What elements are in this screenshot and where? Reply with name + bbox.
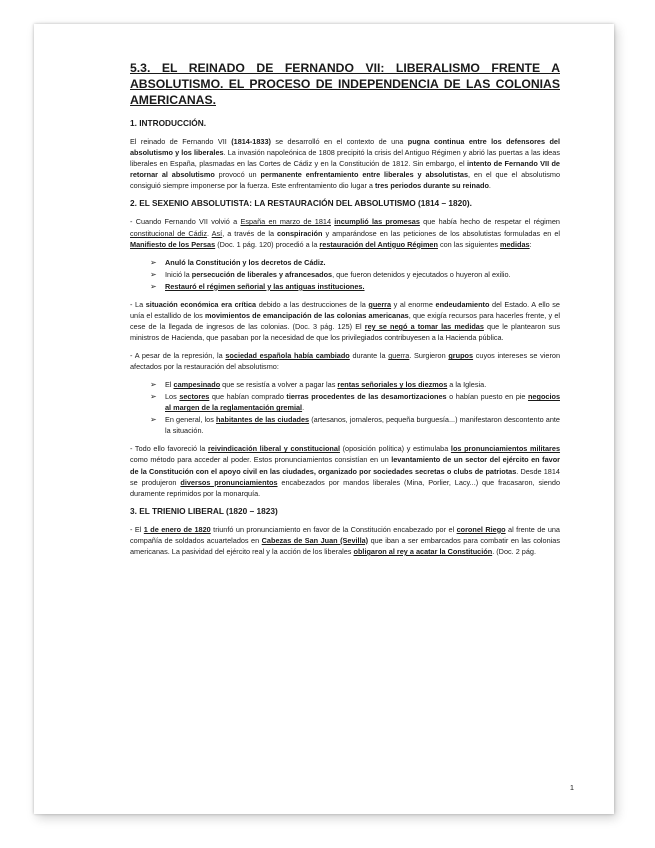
paragraph [130, 524, 560, 557]
paragraph [130, 299, 560, 343]
text-run: los pronunciamientos militares [450, 444, 561, 454]
text-run: durante la [349, 351, 389, 361]
text-run: 1 de enero de 1820 [143, 524, 211, 534]
text-run: Así [211, 228, 223, 238]
text-run: , en el que el absolutismo consiguió siempre imponerse por la fuerza. Este enfrentamiento dio lugar a [130, 170, 561, 191]
text-run: se desarrolló en el contexto de una [270, 137, 408, 146]
arrow-bullet-icon: ➢ [150, 392, 157, 402]
bullet-list [130, 379, 560, 436]
text-run: como método para acceder al poder. Estos pronunciamientos consistían en un [130, 455, 392, 465]
text-run: - Cuando Fernando VII volvió a [130, 217, 241, 227]
paragraph [130, 443, 560, 498]
text-run: negocios al margen de la reglamentación gremial [165, 392, 560, 413]
text-run: o habían puesto en pie [446, 392, 528, 402]
list-item [150, 414, 560, 436]
text-run: (oposición política) y estimulaba [339, 444, 451, 454]
paragraph [130, 350, 560, 372]
text-run: constitucional de Cádiz [130, 228, 208, 238]
text-run: . [207, 228, 212, 238]
page-number: 1 [569, 783, 574, 792]
text-run: intento de Fernando VII de retornar al absolutismo [130, 159, 560, 180]
text-run: sociedad española había cambiado [225, 351, 350, 361]
text-run: reivindicación liberal y constitucional [207, 444, 340, 454]
text-run: que iban a ser embarcados para combatir en las colonias americanas. La pasividad del ejército real y la acción de los liberales [130, 535, 560, 556]
text-run: - La [130, 299, 146, 309]
list-item [150, 281, 560, 292]
text-run: grupos [448, 351, 474, 361]
arrow-bullet-icon: ➢ [150, 269, 157, 279]
text-run: . [302, 403, 305, 413]
text-run: El [165, 380, 174, 390]
text-run: , que fueron detenidos y ejecutados o huyeron al exilio. [332, 269, 511, 279]
text-run: incumplió las promesas [334, 217, 420, 227]
text-run: endeudamiento [435, 299, 490, 309]
arrow-bullet-icon: ➢ [150, 415, 157, 425]
text-run: restauración del Antiguo Régimen [319, 239, 438, 249]
text-run: (Doc. 1 pág. 120) procedió a la [215, 239, 320, 249]
text-run: . [488, 181, 491, 191]
bullet-list [130, 257, 560, 292]
document-content [130, 60, 560, 564]
text-run: del Estado. A ello se unía el estallido de los [130, 299, 560, 320]
text-run: . La invasión napoleónica de 1808 precipitó la crisis del Antiguo Régimen y abrió las puertas a las ideas liberales en España, plasmadas en las Cortes de Cádiz y en la Constitución de 1812. Sin embargo, el [130, 148, 560, 169]
section-heading: 3. EL TRIENIO LIBERAL (1820 – 1823) [130, 505, 278, 516]
list-item [150, 391, 560, 413]
text-run: encabezados por mandos liberales (Mina, Porlier, Lacy...) que fracasaron, siendo duramente reprimidos por la monarquía. [130, 477, 560, 498]
arrow-bullet-icon: ➢ [150, 257, 157, 267]
text-run: . (Doc. 2 pág. [492, 546, 536, 556]
list-item [150, 379, 560, 390]
text-run: , a través de la [222, 228, 278, 238]
paragraph [130, 136, 560, 191]
text-run: tierras procedentes de las desamortizaciones [286, 392, 447, 402]
text-run: guerra [388, 351, 410, 361]
text-run: campesinado [173, 380, 221, 390]
text-run: (artesanos, jornaleros, pequeña burguesía...) manifestaron descontento ante la situación. [165, 415, 560, 436]
text-run: al frente de una compañía de soldados acuartelados en [130, 524, 560, 545]
text-run: que había hecho de respetar el régimen [419, 217, 560, 227]
text-run: habitantes de las ciudades [215, 415, 310, 425]
text-run: , que exigía recursos para hacerles frente, y el cese de la llegada de ingresos de las colonias. (Doc. 3 pág. 125) El [130, 310, 560, 331]
text-run: y al enorme [391, 299, 436, 309]
text-run: rey se negó a tomar las medidas [364, 321, 484, 331]
text-run: diversos pronunciamientos [180, 477, 278, 487]
text-run: - A pesar de la represión, la [130, 351, 226, 361]
arrow-bullet-icon: ➢ [150, 380, 157, 390]
text-run: - Todo ello favoreció la [130, 444, 208, 454]
text-run: provocó un [214, 170, 261, 180]
text-run: a la Iglesia. [447, 380, 487, 390]
text-run: rentas señoriales y los diezmos [337, 380, 448, 390]
text-run: (1814-1833) [231, 137, 271, 146]
document-title: 5.3. EL REINADO DE FERNANDO VII: LIBERALISMO FRENTE A ABSOLUTISMO. EL PROCESO DE INDEPENDENCIA DE LAS COLONIAS AMERICANAS. [130, 61, 560, 107]
arrow-bullet-icon: ➢ [150, 281, 157, 291]
text-run: Manifiesto de los Persas [130, 239, 216, 249]
text-run: En general, los [165, 415, 216, 425]
text-run: España en marzo de 1814 [240, 217, 331, 227]
text-run: levantamiento de un sector del ejército en favor de la Constitución con el apoyo civil en las ciudades, organizado por sociedades secretas o clubs de [130, 455, 560, 476]
text-run: . Surgieron [409, 351, 449, 361]
text-run: conspiración [277, 228, 323, 238]
list-item [150, 269, 560, 280]
text-run: que habían comprado [209, 392, 287, 402]
text-run: - El [130, 524, 144, 534]
text-run: con las siguientes [437, 239, 501, 249]
text-run: medidas [500, 239, 530, 249]
text-run: triunfó un pronunciamiento en favor de la Constitución encabezado por el [210, 524, 457, 534]
text-run: y amparándose en las peticiones de los absolutistas formuladas en el [322, 228, 560, 238]
text-run: tres periodos durante su reinado [374, 181, 489, 191]
text-run: situación económica era crítica [145, 299, 257, 309]
list-item [150, 257, 560, 268]
text-run: obligaron al rey a acatar la Constitución [353, 546, 493, 556]
text-run: que le plantearon sus ministros de Hacienda, que pasaban por la necesidad de que los privilegiados contribuyesen a la Hacienda pública. [130, 321, 560, 343]
text-run: Anuló la Constitución y los decretos de Cádiz. [165, 257, 326, 267]
text-run: cuyos intereses se vieron afectados por la restauración del absolutismo: [130, 351, 561, 372]
text-run: debido a las destrucciones de la [256, 299, 369, 309]
text-run: que se resistía a volver a pagar las [220, 380, 338, 390]
text-run: : [529, 239, 532, 249]
section-heading: 1. INTRODUCCIÓN. [130, 118, 207, 128]
document-page [34, 24, 614, 814]
text-run: permanente enfrentamiento entre liberales y absolutistas [260, 170, 469, 180]
text-run: guerra [368, 299, 392, 309]
text-run: patriotas [485, 466, 517, 476]
text-run: movimientos de emancipación de las colonias americanas [205, 310, 409, 320]
section-heading: 2. EL SEXENIO ABSOLUTISTA: LA RESTAURACIÓN DEL ABSOLUTISMO (1814 – 1820). [130, 198, 472, 209]
text-run: pugna continua entre los defensores del absolutismo y los liberales [130, 137, 560, 158]
text-run: El reinado de Fernando VII [130, 137, 232, 146]
text-run: Inició la [165, 269, 192, 279]
text-run: Cabezas de San Juan (Sevilla) [261, 535, 369, 545]
text-run: sectores [179, 392, 210, 402]
text-run: coronel Riego [456, 524, 506, 534]
text-run: . Desde 1814 se produjeron [130, 466, 560, 487]
text-run: Restauró el régimen señorial y las antiguas instituciones. [165, 281, 365, 291]
paragraph [130, 216, 560, 249]
text-run: persecución de liberales y afrancesados [191, 269, 333, 279]
text-run: Los [165, 392, 180, 402]
